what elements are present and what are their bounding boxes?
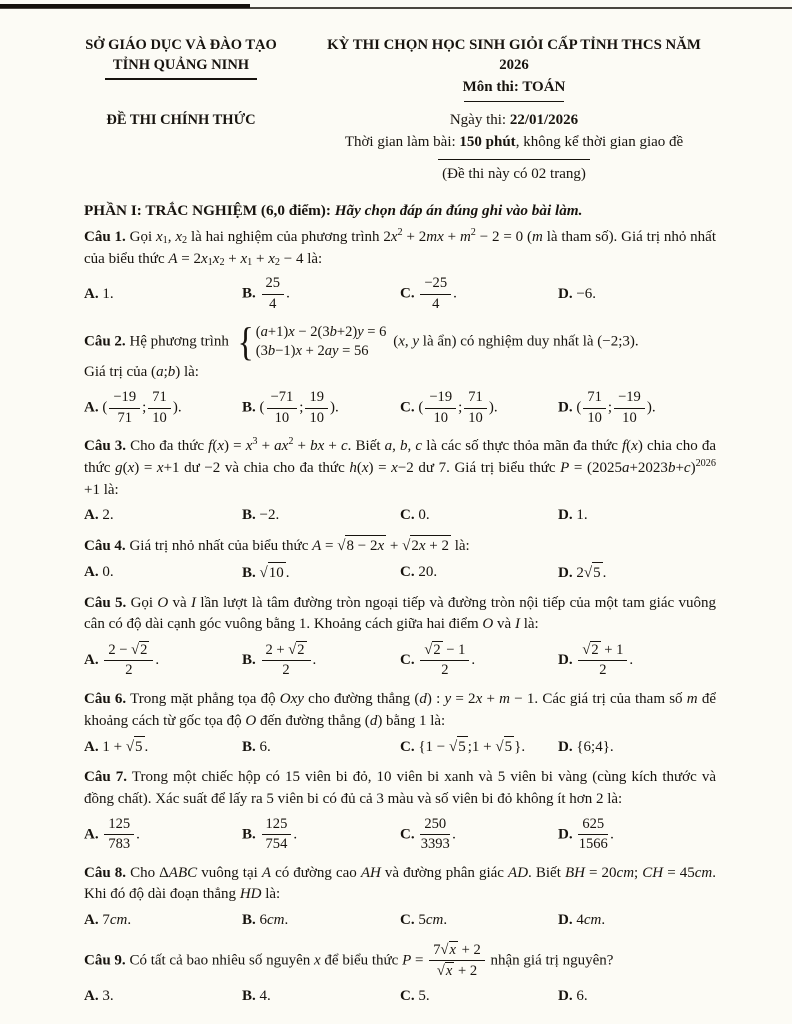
issuer-line-2: TỈNH QUẢNG NINH: [112, 56, 250, 73]
option-label: C.: [400, 987, 415, 1004]
option-label: D.: [558, 651, 573, 668]
part1-label: PHẦN I: TRẮC NGHIỆM (6,0 điểm):: [84, 201, 335, 219]
option-label: A.: [84, 507, 99, 524]
exam-date-value: 22/01/2026: [509, 112, 579, 129]
question-1-text: Câu 1. Gọi $x_1$, $x_2$ là hai nghiệm của phương trình $2x^2 + 2mx + m^2 - 2 = 0$ (m là tham số). Giá trị nhỏ nhất của biểu thức $A = 2x_1x_2 + x_1 + x_2 - 4$ là:: [84, 226, 716, 268]
option-label: B.: [242, 399, 256, 416]
question-1: [84, 227, 716, 317]
option-label: B.: [242, 987, 256, 1004]
duration-underline: [438, 159, 590, 161]
question-2-option-d: D. ( $\frac{71}{10}$ ; $\frac{-19}{10}$ ).: [558, 389, 656, 426]
exam-title: KỲ THI CHỌN HỌC SINH GIỎI CẤP TỈNH THCS NĂM 2026: [327, 37, 701, 73]
question-5-option-c: C. $\frac{√2 - 1}{2}$ .: [400, 642, 476, 679]
duration-value: 150 phút: [459, 133, 516, 150]
question-6-text: Câu 6. Trong mặt phẳng tọa độ Oxy cho đường thẳng (d) : y = 2x + m − 1. Các giá trị của tham số m để khoảng cách từ gốc tọa độ O đến đường thẳng (d) bằng 1 là:: [84, 690, 716, 729]
option-label: B.: [242, 651, 256, 668]
question-8-options: [84, 906, 716, 935]
duration-prefix: Thời gian làm bài:: [344, 133, 460, 150]
question-4-option-d: D. 2√5 .: [558, 562, 716, 585]
question-4-option-a: A. 0.: [84, 564, 114, 581]
option-label: D.: [558, 507, 573, 524]
option-label: C.: [400, 912, 415, 929]
exam-duration-line: [312, 132, 716, 154]
question-6-option-d: D. {6;4}.: [558, 738, 614, 755]
question-6-option-c: C. {1 − √5 ;1 + √5 }.: [400, 736, 558, 759]
option-label: D.: [558, 912, 573, 929]
option-label: B.: [242, 826, 256, 843]
question-7-option-d: D. $\frac{625}{1566}$ .: [558, 815, 614, 853]
question-9: [84, 940, 716, 1011]
question-1-option-a: A. 1.: [84, 285, 114, 302]
option-label: D.: [558, 826, 573, 843]
option-label: C.: [400, 739, 415, 756]
document-header: [56, 36, 716, 186]
question-9-option-d: D. 6.: [558, 987, 588, 1004]
duration-suffix: , không kể thời gian giao đề: [515, 133, 684, 150]
option-label: C.: [400, 826, 415, 843]
question-1-option-c: C. $\frac{-25}{4}$ .: [400, 275, 457, 312]
option-label: D.: [558, 399, 573, 416]
scan-artifact-blob: [0, 4, 250, 8]
question-4-option-c: C. 20.: [400, 564, 438, 581]
question-9-options: [84, 982, 716, 1011]
question-1-option-d: D. −6.: [558, 285, 597, 302]
option-label: A.: [84, 651, 99, 668]
question-7-options: [84, 811, 716, 858]
question-5: [84, 593, 716, 684]
question-4-text: Câu 4. Giá trị nhỏ nhất của biểu thức A = √8 − 2x + √2x + 2 là:: [84, 535, 716, 558]
option-label: D.: [558, 987, 573, 1004]
option-label: C.: [400, 399, 415, 416]
subject-line: Môn thi: TOÁN: [462, 78, 566, 95]
option-label: D.: [558, 285, 573, 302]
question-8-text: Câu 8. Cho ΔABC vuông tại A có đường cao AH và đường phân giác AD. Biết BH = 20cm; CH = 45cm. Khi đó độ dài đoạn thẳng HD là:: [84, 864, 716, 903]
question-3-option-c: C. 0.: [400, 507, 430, 524]
question-8: [84, 863, 716, 935]
question-1-option-b: B. $\frac{25}{4}$ .: [242, 275, 290, 312]
option-label: A.: [84, 987, 99, 1004]
question-5-option-a: A. $\frac{2 - √2}{2}$ .: [84, 642, 160, 679]
question-5-options: [84, 636, 716, 684]
question-3: [84, 436, 716, 530]
question-8-option-c: C. 5cm.: [400, 912, 448, 929]
issuer-block: [56, 36, 306, 131]
question-9-text: Câu 9. Có tất cả bao nhiêu số nguyên x để biểu thức P = $\frac{7√x + 2}{√x + 2}$ nhận giá trị nguyên?: [84, 941, 614, 980]
question-9-option-b: B. 4.: [242, 987, 271, 1004]
question-1-options: [84, 270, 716, 317]
question-5-text: Câu 5. Gọi O và I lần lượt là tâm đường tròn ngoại tiếp và đường tròn nội tiếp của một tam giác vuông cân có độ dài cạnh góc vuông bằng 1. Khoảng cách giữa hai điểm O và I là:: [84, 594, 716, 633]
question-6-option-b: B. 6.: [242, 738, 271, 755]
question-2-text: Câu 2. Hệ phương trình { (a+1)x − 2(3b+2)y = 6 (3b−1)x + 2ay = 56 (x, y là ẩn) có nghiệm duy nhất là (−2;3). Giá trị của (a;b) là:: [84, 319, 639, 381]
option-label: A.: [84, 739, 99, 756]
question-2-option-a: A. ( $\frac{-19}{71}$ ; $\frac{71}{10}$ ).: [84, 389, 182, 426]
question-2-option-c: C. ( $\frac{-19}{10}$ ; $\frac{71}{10}$ ).: [400, 389, 498, 426]
question-6-option-a: A. 1 + √5 .: [84, 736, 242, 759]
option-label: B.: [242, 738, 256, 755]
option-label: B.: [242, 285, 256, 302]
exam-title-block: [306, 36, 716, 186]
pages-note: (Đề thi này có 02 trang): [442, 166, 586, 183]
exam-body: [84, 200, 716, 1011]
official-exam-label: ĐỀ THI CHÍNH THỨC: [106, 111, 256, 128]
question-5-option-b: B. $\frac{2 + √2}{2}$ .: [242, 642, 317, 679]
question-2-options: [84, 384, 716, 431]
question-5-option-d: D. $\frac{√2 + 1}{2}$ .: [558, 642, 634, 679]
question-3-option-d: D. 1.: [558, 507, 588, 524]
question-3-text: Câu 3. Cho đa thức $f(x) = x^3 + ax^2$ + bx + c. Biết a, b, c là các số thực thỏa mãn đa thức f(x) chia cho đa thức g(x) = x+1 dư −2 và chia cho đa thức h(x) = x−2 dư 7. Giá trị biểu thức $P = (2025a+2023b+c)^{2026} +1$ là:: [84, 435, 716, 498]
question-3-options: [84, 501, 716, 530]
question-8-option-b: B. 6cm.: [242, 912, 289, 929]
option-label: C.: [400, 285, 415, 302]
option-label: A.: [84, 564, 99, 581]
question-8-option-a: A. 7cm.: [84, 912, 132, 929]
exam-date-prefix: Ngày thi:: [449, 112, 510, 129]
option-label: C.: [400, 507, 415, 524]
question-9-option-c: C. 5.: [400, 987, 430, 1004]
question-2-option-b: B. ( $\frac{-71}{10}$ ; $\frac{19}{10}$ ).: [242, 389, 339, 426]
option-label: A.: [84, 912, 99, 929]
part1-instruction: Hãy chọn đáp án đúng ghi vào bài làm.: [334, 201, 583, 219]
issuer-line-1: SỞ GIÁO DỤC VÀ ĐÀO TẠO: [85, 37, 277, 53]
option-label: A.: [84, 285, 99, 302]
question-3-option-a: A. 2.: [84, 507, 114, 524]
question-9-option-a: A. 3.: [84, 987, 114, 1004]
question-6-options: [84, 732, 716, 762]
part1-heading: [84, 200, 716, 222]
question-8-option-d: D. 4cm.: [558, 912, 606, 929]
exam-date-line: [312, 110, 716, 132]
option-label: D.: [558, 738, 573, 755]
option-label: C.: [400, 564, 415, 581]
option-label: A.: [84, 399, 99, 416]
question-7-option-a: A. $\frac{125}{783}$ .: [84, 815, 140, 853]
question-4: [84, 535, 716, 588]
option-label: B.: [242, 912, 256, 929]
option-label: B.: [242, 564, 256, 581]
question-7: [84, 767, 716, 857]
option-label: D.: [558, 564, 573, 581]
question-4-option-b: B. √10 .: [242, 562, 400, 585]
subject-underline: [464, 101, 564, 103]
question-3-option-b: B. −2.: [242, 507, 280, 524]
issuer-underline: [105, 78, 257, 80]
option-label: C.: [400, 651, 415, 668]
question-7-option-c: C. $\frac{250}{3393}$ .: [400, 815, 456, 853]
question-4-options: [84, 558, 716, 588]
question-6: [84, 689, 716, 762]
option-label: B.: [242, 507, 256, 524]
question-7-text: Câu 7. Trong một chiếc hộp có 15 viên bi đỏ, 10 viên bi xanh và 5 viên bi vàng (cùng kích thước và đồng chất). Xác suất để lấy ra 5 viên bi có đủ cả 3 màu và số viên bi đỏ không ít hơn 2 là:: [84, 769, 716, 807]
questions-list: [84, 227, 716, 1011]
question-2: [84, 319, 716, 431]
question-7-option-b: B. $\frac{125}{754}$ .: [242, 815, 298, 853]
option-label: A.: [84, 826, 99, 843]
